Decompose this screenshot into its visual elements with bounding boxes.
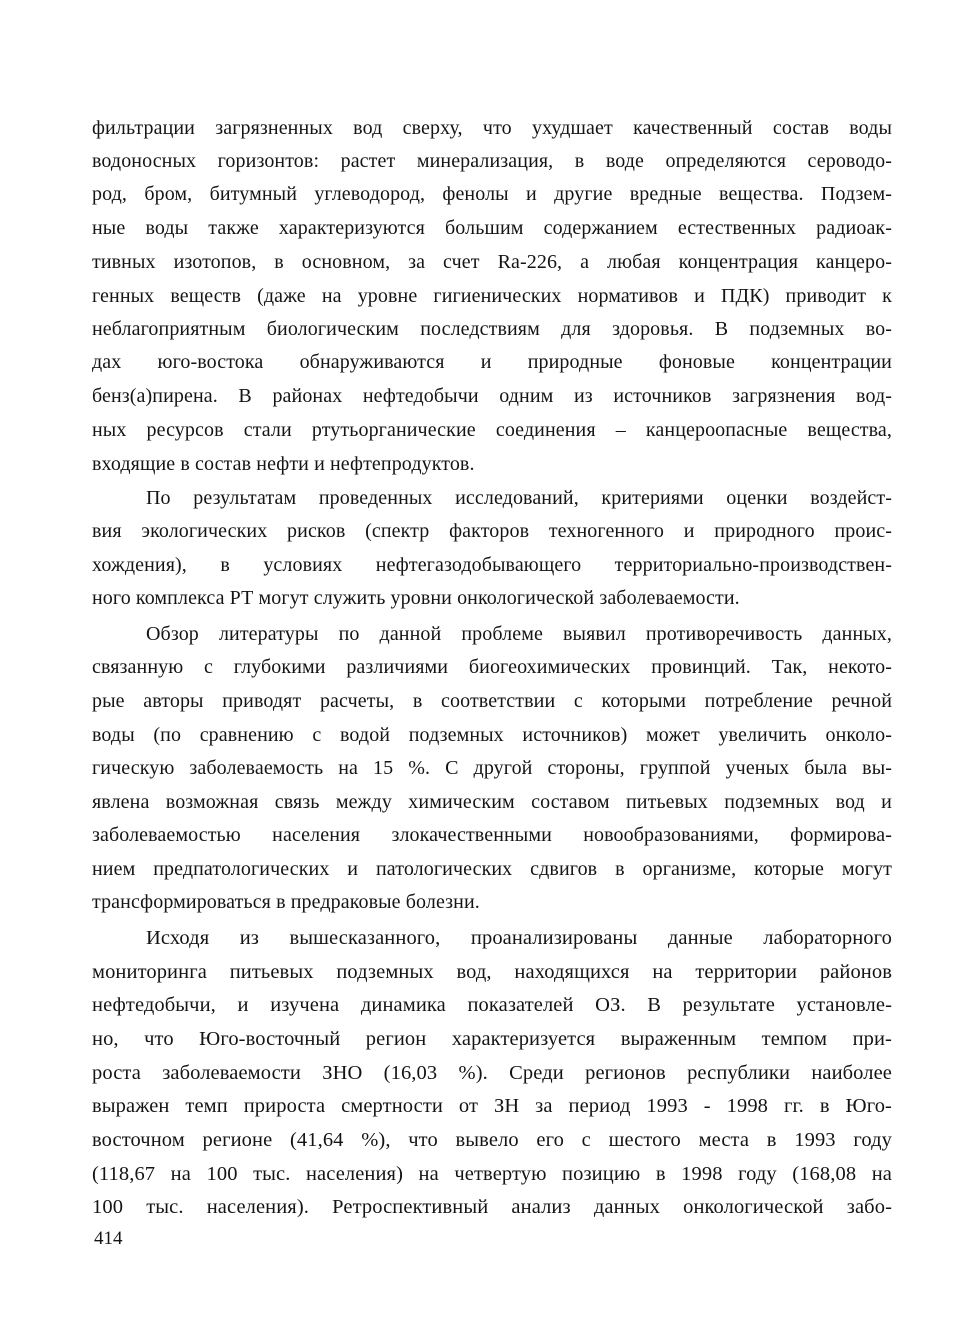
paragraph-line: мониторинга питьевых подземных вод, находящихся на территории районов	[92, 961, 892, 983]
page-number: 414	[94, 1228, 123, 1249]
paragraph-line: рые авторы приводят расчеты, в соответствии с которыми потребление речной	[92, 690, 892, 712]
paragraph-line: выражен темп прироста смертности от ЗН за период 1993 - 1998 гг. в Юго-	[92, 1095, 892, 1117]
paragraph-line: ные воды также характеризуются большим содержанием естественных радиоак-	[92, 217, 892, 239]
paragraph-line: заболеваемостью населения злокачественными новообразованиями, формирова-	[92, 824, 892, 846]
paragraph-line: дах юго-востока обнаруживаются и природные фоновые концентрации	[92, 351, 892, 373]
paragraph-line: гическую заболеваемость на 15 %. С другой стороны, группой ученых была вы-	[92, 757, 892, 779]
paragraph-line: фильтрации загрязненных вод сверху, что ухудшает качественный состав воды	[92, 117, 892, 139]
paragraph-line: роста заболеваемости ЗНО (16,03 %). Среди регионов республики наиболее	[92, 1062, 892, 1084]
paragraph-line: генных веществ (даже на уровне гигиенических нормативов и ПДК) приводит к	[92, 285, 892, 307]
paragraph-line: нием предпатологических и патологических сдвигов в организме, которые могут	[92, 858, 892, 880]
paragraph-line: хождения), в условиях нефтегазодобывающего территориально-производствен-	[92, 554, 892, 576]
paragraph-line: связанную с глубокими различиями биогеохимических провинций. Так, некото-	[92, 656, 892, 678]
paragraph-line: Исходя из вышесказанного, проанализированы данные лабораторного	[146, 927, 892, 949]
paragraph-line: воды (по сравнению с водой подземных источников) может увеличить онколо-	[92, 724, 892, 746]
paragraph-line: неблагоприятным биологическим последствиям для здоровья. В подземных во-	[92, 318, 892, 340]
paragraph-line: восточном регионе (41,64 %), что вывело его с шестого места в 1993 году	[92, 1129, 892, 1151]
paragraph-line: входящие в состав нефти и нефтепродуктов.	[92, 453, 475, 475]
paragraph-line: род, бром, битумный углеводород, фенолы и другие вредные вещества. Подзем-	[92, 183, 892, 205]
paragraph-line: ного комплекса РТ могут служить уровни онкологической заболеваемости.	[92, 587, 740, 609]
paragraph-line: трансформироваться в предраковые болезни.	[92, 891, 480, 913]
paragraph-line: бенз(а)пирена. В районах нефтедобычи одним из источников загрязнения вод-	[92, 385, 892, 407]
paragraph-line: нефтедобычи, и изучена динамика показателей ОЗ. В результате установле-	[92, 994, 892, 1016]
paragraph-line: вия экологических рисков (спектр факторов техногенного и природного проис-	[92, 520, 892, 542]
paragraph-line: тивных изотопов, в основном, за счет Ra-226, а любая концентрация канцеро-	[92, 251, 892, 273]
paragraph-line: Обзор литературы по данной проблеме выявил противоречивость данных,	[146, 623, 892, 645]
paragraph-line: явлена возможная связь между химическим составом питьевых подземных вод и	[92, 791, 892, 813]
paragraph-line: водоносных горизонтов: растет минерализация, в воде определяются сероводо-	[92, 150, 892, 172]
paragraph-line: По результатам проведенных исследований, критериями оценки воздейст-	[146, 487, 892, 509]
paragraph-line: (118,67 на 100 тыс. населения) на четвертую позицию в 1998 году (168,08 на	[92, 1163, 892, 1185]
paragraph-line: 100 тыс. населения). Ретроспективный анализ данных онкологической забо-	[92, 1196, 892, 1218]
paragraph-line: но, что Юго-восточный регион характеризуется выраженным темпом при-	[92, 1028, 892, 1050]
paragraph-line: ных ресурсов стали ртутьорганические соединения – канцероопасные вещества,	[92, 419, 892, 441]
